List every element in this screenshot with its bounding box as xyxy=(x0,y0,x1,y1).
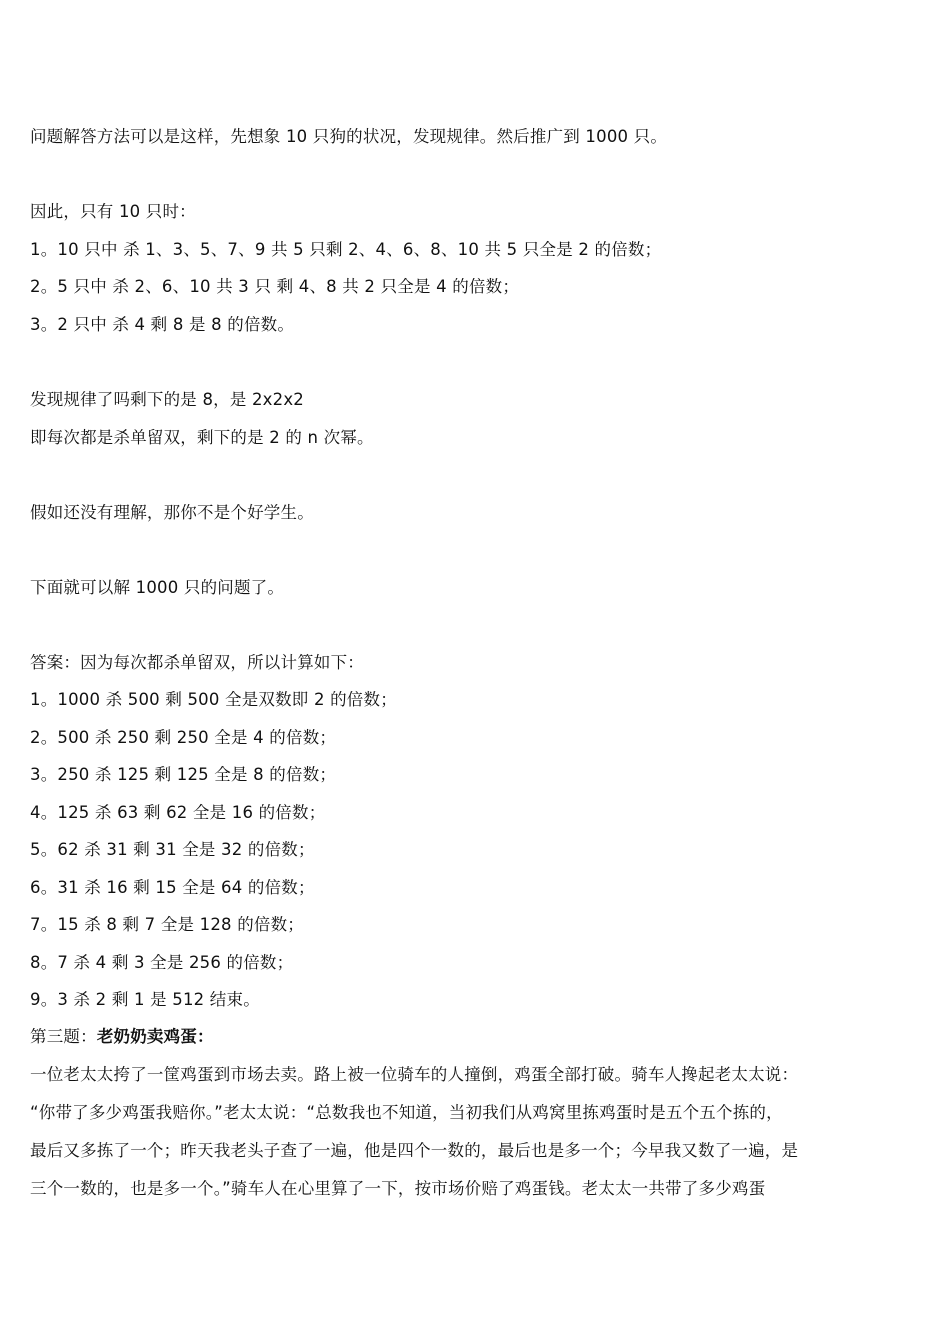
story-line-1: 一位老太太挎了一筐鸡蛋到市场去卖。路上被一位骑车的人撞倒，鸡蛋全部打破。骑车人搀起老太太说： xyxy=(30,1065,799,1084)
answer-step-1: 1。1000 杀 500 剩 500 全是双数即 2 的倍数； xyxy=(30,690,397,709)
pattern-line-2: 即每次都是杀单留双，剩下的是 2 的 n 次幂。 xyxy=(30,428,374,447)
ten-dogs-step-3: 3。2 只中 杀 4 剩 8 是 8 的倍数。 xyxy=(30,315,295,334)
answer-step-7: 7。15 杀 8 剩 7 全是 128 的倍数； xyxy=(30,915,304,934)
story-line-3: 最后又多拣了一个；昨天我老头子查了一遍，他是四个一数的，最后也是多一个；今早我又数了一遍，是 xyxy=(30,1141,799,1160)
answer-heading: 答案：因为每次都杀单留双，所以计算如下： xyxy=(30,653,364,672)
story-line-2: “你带了多少鸡蛋我赔你。”老太太说：“总数我也不知道，当初我们从鸡窝里拣鸡蛋时是五个五个拣的， xyxy=(30,1103,783,1122)
ten-dogs-step-2: 2。5 只中 杀 2、6、10 共 3 只 剩 4、8 共 2 只全是 4 的倍数； xyxy=(30,277,520,296)
ten-dogs-step-1: 1。10 只中 杀 1、3、5、7、9 共 5 只剩 2、4、6、8、10 共 5 只全是 2 的倍数； xyxy=(30,240,662,259)
answer-step-9: 9。3 杀 2 剩 1 是 512 结束。 xyxy=(30,990,260,1009)
ten-dogs-heading: 因此，只有 10 只时： xyxy=(30,202,196,221)
intro-paragraph: 问题解答方法可以是这样，先想象 10 只狗的状况，发现规律。然后推广到 1000 只。 xyxy=(30,127,668,146)
answer-step-4: 4。125 杀 63 剩 62 全是 16 的倍数； xyxy=(30,803,326,822)
pattern-line-1: 发现规律了吗剩下的是 8，是 2x2x2 xyxy=(30,390,305,409)
section-label: 第三题： xyxy=(30,1027,97,1046)
answer-step-3: 3。250 杀 125 剩 125 全是 8 的倍数； xyxy=(30,765,337,784)
thousand-dogs-intro: 下面就可以解 1000 只的问题了。 xyxy=(30,578,285,597)
answer-step-6: 6。31 杀 16 剩 15 全是 64 的倍数； xyxy=(30,878,315,897)
section-title: 老奶奶卖鸡蛋： xyxy=(96,1027,214,1046)
answer-step-5: 5。62 杀 31 剩 31 全是 32 的倍数； xyxy=(30,840,315,859)
answer-step-2: 2。500 杀 250 剩 250 全是 4 的倍数； xyxy=(30,728,337,747)
answer-step-8: 8。7 杀 4 剩 3 全是 256 的倍数； xyxy=(30,953,294,972)
understanding-note: 假如还没有理解，那你不是个好学生。 xyxy=(30,503,314,522)
section-heading xyxy=(30,1025,930,1049)
story-line-4: 三个一数的，也是多一个。”骑车人在心里算了一下，按市场价赔了鸡蛋钱。老太太一共带了多少鸡蛋 xyxy=(30,1179,766,1198)
